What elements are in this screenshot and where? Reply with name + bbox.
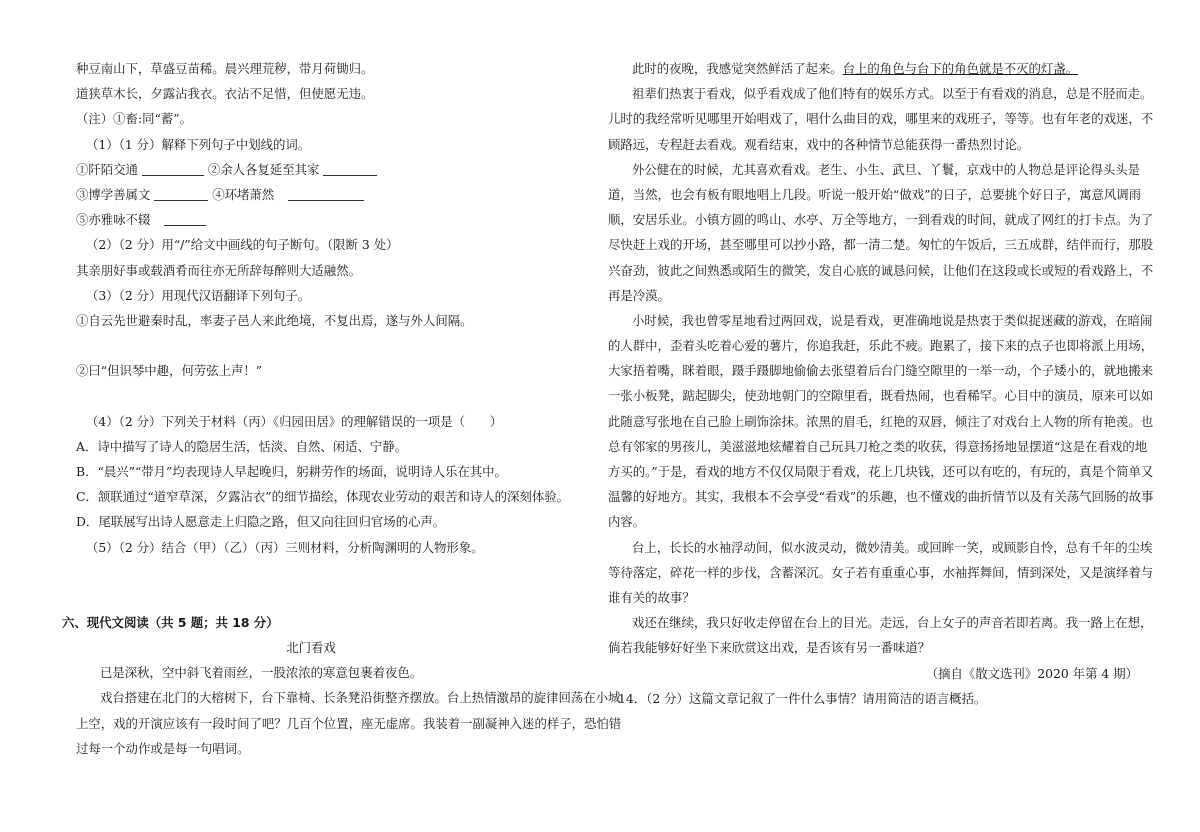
right-column xyxy=(608,56,1154,711)
paragraph: 尽快赶上戏的开场，甚至哪里可以抄小路，都一清二楚。匆忙的午饭后，三五成群，结伴而行，那股 xyxy=(608,237,1154,253)
paragraph: 顾路远，专程赶去看戏。观看结束，戏中的各种情节总能获得一番热烈讨论。 xyxy=(608,136,1030,152)
paragraph: 小时候，我也曾零星地看过两回戏，说是看戏，更准确地说是热衷于类似捉迷藏的游戏，在暗闹 xyxy=(632,312,1153,328)
answer-space[interactable] xyxy=(76,560,546,610)
answer-blank[interactable] xyxy=(164,211,206,226)
paragraph: 倘若我能够好好坐下来欣赏这出戏，是否该有另一番味道？ xyxy=(608,640,931,656)
question-5-title: （5）（2 分）结合（甲）（乙）（丙）三则材料，分析陶渊明的人物形象。 xyxy=(86,539,484,555)
paragraph: 台上，长长的水袖浮动间，似水波灵动，微妙清美。或回眸一笑，或顾影自怜，总有千年的尘埃 xyxy=(632,539,1153,555)
answer-blank[interactable] xyxy=(142,161,204,176)
paragraph: 戏台搭建在北门的大榕树下，台下靠椅、长条凳沿街整齐摆放。台上热情激昂的旋律回荡在小城 xyxy=(100,690,621,706)
q1-item-2: ②余人各复延至其家 xyxy=(207,161,320,177)
question-1-title: （1）（1 分）解释下列句子中划线的词。 xyxy=(86,136,311,152)
underlined-sentence: 台上的角色与台下的角色就是不灭的灯盏。 xyxy=(842,61,1079,76)
question-3-sentence-1: ①自云先世避秦时乱，率妻子邑人来此绝境，不复出焉，遂与外人间隔。 xyxy=(76,312,473,328)
paragraph: 上空，戏的开演应该有一段时间了吧？几百个位置，座无虚席。我装着一副凝神入迷的样子，恐怕错 xyxy=(76,715,622,731)
paragraph: 再是冷漠。 xyxy=(608,287,670,303)
poem-line: 道狭草木长，夕露沾我衣。衣沾不足惜，但使愿无违。 xyxy=(76,86,374,102)
paragraph: 外公健在的时候，尤其喜欢看戏。老生、小生、武旦、丫鬟，京戏中的人物总是评论得头头是 xyxy=(632,161,1141,177)
paragraph: 过每一个动作或是每一句唱词。 xyxy=(76,740,250,756)
question-4-title: （4）（2 分）下列关于材料（丙）《归园田居》的理解错误的一项是（ ） xyxy=(86,413,503,429)
question-3-title: （3）（2 分）用现代汉语翻译下列句子。 xyxy=(86,287,311,303)
paragraph: 温馨的好地方。其实，我根本不会享受“看戏”的乐趣，也不懂戏的曲折情节以及有关荡气回肠的故事 xyxy=(608,489,1154,505)
question-1-row xyxy=(76,157,546,182)
q1-item-3: ③博学善属文 xyxy=(76,186,151,202)
paragraph: 的人群中，歪着头吃着心爱的薯片，你追我赶，乐此不疲。跑累了，接下来的点子也即将派上用场， xyxy=(608,338,1154,354)
paragraph: 大家捂着嘴，眯着眼，蹑手蹑脚地偷偷去张望着后台门缝空隙里的一举一动，个子矮小的，就地搬来 xyxy=(608,363,1154,379)
paragraph: 道，当然，也会有板有眼地唱上几段。听说一般开始“做戏”的日子，总要挑个好日子，寓意风调雨 xyxy=(608,186,1142,202)
option-b: B．“晨兴”“带月”均表现诗人早起晚归，躬耕劳作的场面，说明诗人乐在其中。 xyxy=(76,464,507,479)
option-c: C．颔联通过“道窄草深，夕露沾衣”的细节描绘，体现农业劳动的艰苦和诗人的深刻体验。 xyxy=(76,489,569,505)
paragraph: 等待落定，碎花一样的步伐，含蓄深沉。女子若有重重心事，水袖挥舞间，情到深处，又是演绎着与 xyxy=(608,564,1154,580)
paragraph: 顺，安居乐业。小镇方圆的鸣山、水亭、万全等地方，一到看戏的时间，就成了网红的打卡点。为了 xyxy=(608,212,1154,228)
paragraph: 总有邻家的男孩儿，美滋滋地炫耀着自己玩具刀枪之类的收获，得意扬扬地显摆道“这是在看戏的地 xyxy=(608,438,1148,454)
answer-space[interactable] xyxy=(76,333,546,358)
paragraph: 一张小板凳，踮起脚尖，使劲地朝门的空隙里看，既看热闹，也看稀罕。心目中的演员，原来可以如 xyxy=(608,388,1154,404)
paragraph: 方买的。”于是，看戏的地方不仅仅局限于看戏，花上几块钱，还可以有吃的，有玩的，真是个简单又 xyxy=(608,464,1154,479)
paragraph-text: 此时的夜晚，我感觉突然鲜活了起来。 xyxy=(632,61,843,76)
section-title: 六、现代文阅读（共 5 题；共 18 分） xyxy=(62,614,279,630)
paragraph: 戏还在继续，我只好收走停留在台上的目光。走远，台上女子的声音若即若离。我一路上在想， xyxy=(632,615,1153,631)
paragraph: 内容。 xyxy=(608,514,646,530)
paragraph xyxy=(608,56,1138,81)
q1-item-1: ①阡陌交通 xyxy=(76,161,138,177)
question-2-title: （2）（2 分）用“/”给文中画线的句子断句。（限断 3 处） xyxy=(86,237,399,253)
answer-blank[interactable] xyxy=(323,161,377,176)
article-title: 北门看戏 xyxy=(286,639,336,655)
option-a: A．诗中描写了诗人的隐居生活，恬淡、自然、闲适、宁静。 xyxy=(76,438,408,454)
source-citation: （摘自《散文选刊》2020 年第 4 期） xyxy=(925,665,1138,681)
paragraph: 此随意写张地在自己脸上刷饰涂抹。浓黑的眉毛，红艳的双唇，倾注了对戏台上人物的所有艳羡。也 xyxy=(608,413,1154,429)
note: （注）①畜:同“蓄”。 xyxy=(76,111,192,127)
question-1-row xyxy=(76,207,546,232)
paragraph: 已是深秋，空中斜飞着雨丝，一股浓浓的寒意包裹着夜色。 xyxy=(100,665,423,681)
answer-space[interactable] xyxy=(76,383,546,408)
question-14: 14．（2 分）这篇文章记叙了一件什么事情？请用简洁的语言概括。 xyxy=(618,690,987,706)
paragraph: 儿时的我经常听见哪里开始唱戏了，唱什么曲目的戏，哪里来的戏班子，等等。也有年老的戏迷，不 xyxy=(608,111,1154,127)
question-1-row xyxy=(76,182,546,207)
paragraph: 谁有关的故事？ xyxy=(608,589,695,605)
question-3-sentence-2: ②曰“但识琴中趣，何劳弦上声！” xyxy=(76,363,263,379)
q1-item-5: ⑤亦雅咏不辍 xyxy=(76,212,151,228)
option-d: D．尾联展写出诗人愿意走上归隐之路，但又向往回归官场的心声。 xyxy=(76,514,446,530)
left-column xyxy=(62,56,622,761)
poem-line: 种豆南山下，草盛豆苗稀。晨兴理荒秽，带月荷锄归。 xyxy=(76,61,374,76)
question-2-sentence: 其亲朋好事或载酒肴而往亦无所辞每醉则大适融然。 xyxy=(76,262,361,278)
paragraph: 兴奋劲，彼此之间熟悉或陌生的微笑，发自心底的诚恳问候，让他们在这段或长或短的看戏路上，不 xyxy=(608,262,1154,278)
answer-blank[interactable] xyxy=(288,186,364,201)
paragraph: 祖辈们热衷于看戏，似乎看戏成了他们特有的娱乐方式。以至于有看戏的消息，总是不胫而走。 xyxy=(632,86,1153,102)
answer-blank[interactable] xyxy=(154,186,208,201)
q1-item-4: ④环堵萧然 xyxy=(212,186,275,202)
